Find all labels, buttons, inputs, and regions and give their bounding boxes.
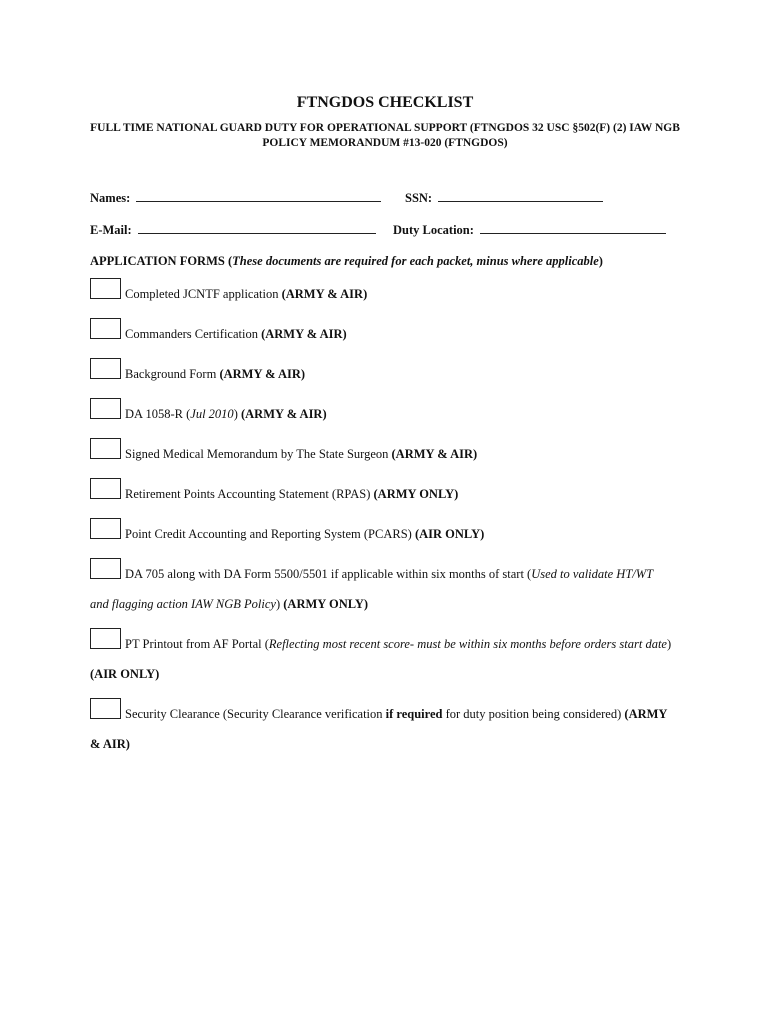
page-subtitle: FULL TIME NATIONAL GUARD DUTY FOR OPERATIONAL SUPPORT (FTNGDOS 32 USC §502(F) (2) IAW NGB POLICY MEMORANDUM #13-020 (FTNGDOS) [90,122,680,149]
item-text-b: for duty position being considered) [442,707,625,721]
item-text: Completed JCNTF application [125,287,282,301]
section-note: These documents are required for each packet, minus where applicable [232,254,599,268]
section-heading-label: APPLICATION FORMS [90,254,225,268]
checkbox-pt-printout[interactable] [90,628,121,649]
item-da-1058-r [125,407,327,422]
email-label: E-Mail: [90,223,132,237]
ssn-field [405,190,603,206]
item-text: Retirement Points Accounting Statement (RPAS) [125,487,374,501]
item-text-a: DA 705 along with DA Form 5500/5501 if applicable within six months of start ( [125,567,532,581]
item-tag: (ARMY & AIR) [261,327,347,341]
item-tag: (AIR ONLY) [414,527,485,541]
item-da-705-continued [90,597,368,612]
item-text-b: ) [666,637,672,651]
item-tag-a: (ARMY [624,707,668,721]
duty-location-input-line[interactable] [480,222,666,234]
item-tag: (ARMY ONLY) [283,597,369,611]
section-paren-open: ( [224,254,233,268]
item-tag: (AIR ONLY) [90,667,160,681]
item-pt-printout [125,637,671,652]
ssn-input-line[interactable] [438,190,603,202]
item-bold: if required [385,707,443,721]
section-paren-close: ) [598,254,603,268]
names-field [90,190,381,206]
item-tag: (ARMY ONLY) [373,487,459,501]
item-text-a: PT Printout from AF Portal ( [125,637,269,651]
section-heading [90,254,603,269]
item-text: Signed Medical Memorandum by The State Surgeon [125,447,392,461]
item-jcntf [125,287,367,302]
checkbox-jcntf[interactable] [90,278,121,299]
item-text: Background Form [125,367,220,381]
item-tag: (ARMY & AIR) [391,447,478,461]
checkbox-medical-memo[interactable] [90,438,121,459]
duty-location-field [393,222,666,238]
checkbox-commanders-cert[interactable] [90,318,121,339]
item-pcars [125,527,484,542]
item-italic-a: Used to validate HT/WT [531,567,654,581]
item-tag: (ARMY & AIR) [240,407,327,421]
ssn-label: SSN: [405,191,433,205]
checkbox-da-705[interactable] [90,558,121,579]
checkbox-rpas[interactable] [90,478,121,499]
item-text-b: ) [233,407,241,421]
item-text-b: ) [275,597,284,611]
checkbox-pcars[interactable] [90,518,121,539]
item-commanders-cert [125,327,347,342]
item-text: Commanders Certification [125,327,262,341]
names-input-line[interactable] [136,190,381,202]
names-label: Names: [90,191,131,205]
email-field [90,222,376,238]
item-security-clearance [125,707,667,722]
item-text: Point Credit Accounting and Reporting System (PCARS) [125,527,415,541]
checkbox-security-clearance[interactable] [90,698,121,719]
duty-location-label: Duty Location: [393,223,474,237]
checkbox-background-form[interactable] [90,358,121,379]
item-security-clearance-continued [90,737,130,752]
item-italic: Jul 2010 [190,407,234,421]
item-da-705 [125,567,653,582]
item-background-form [125,367,305,382]
item-rpas [125,487,458,502]
checkbox-da-1058-r[interactable] [90,398,121,419]
email-input-line[interactable] [138,222,376,234]
page-title: FTNGDOS CHECKLIST [296,94,474,111]
item-tag-b: & AIR) [90,737,130,751]
item-tag: (ARMY & AIR) [281,287,368,301]
item-medical-memo [125,447,477,462]
item-tag: (ARMY & AIR) [219,367,306,381]
item-pt-printout-continued [90,667,159,682]
item-text-a: Security Clearance (Security Clearance verification [125,707,386,721]
item-text-a: DA 1058-R ( [125,407,191,421]
item-italic-b: and flagging action IAW NGB Policy [90,597,276,611]
item-italic: Reflecting most recent score- must be within six months before orders start date [268,637,667,651]
